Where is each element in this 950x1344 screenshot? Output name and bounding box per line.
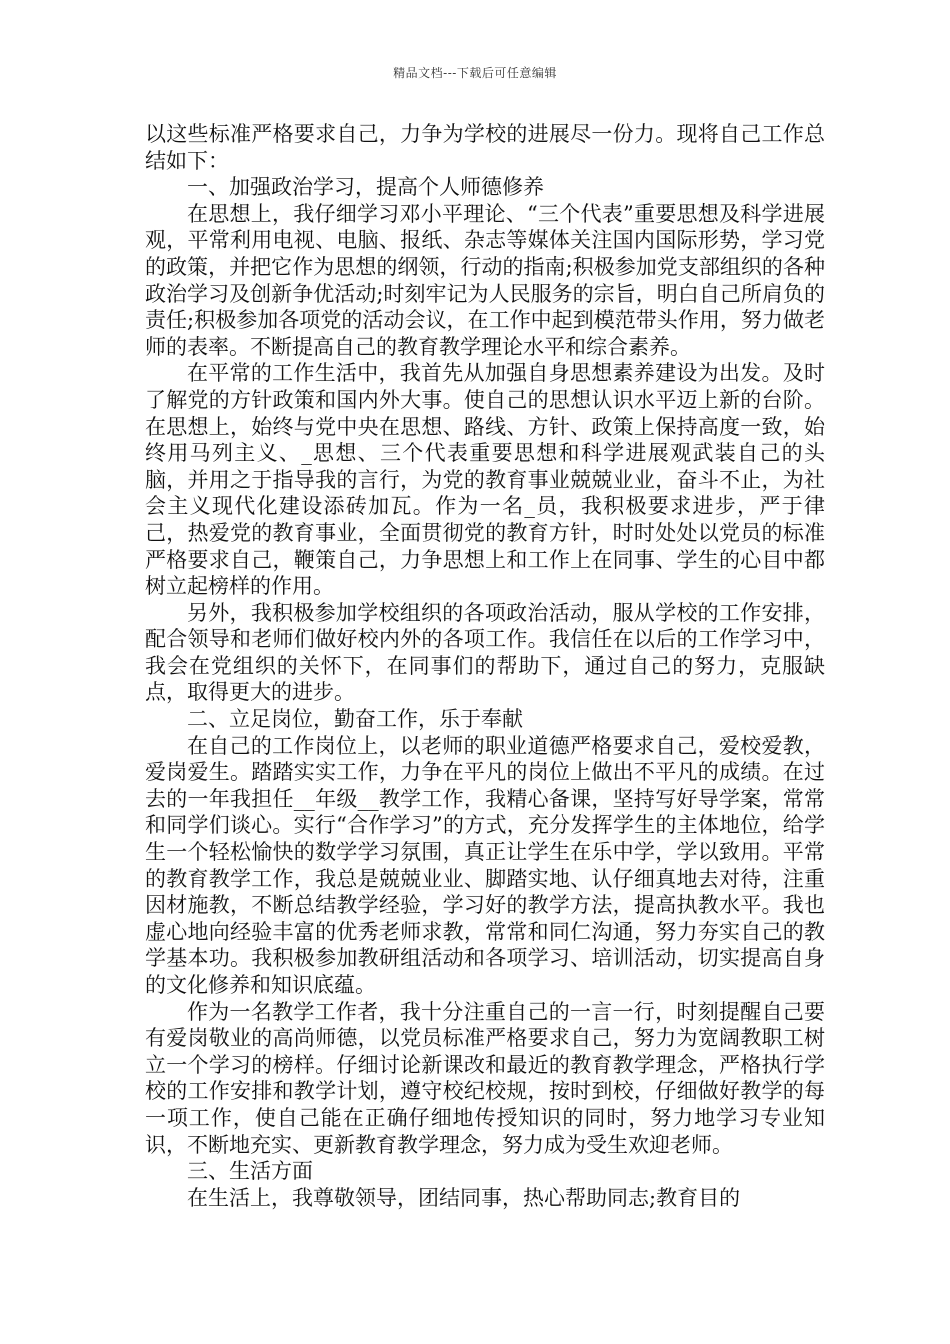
paragraph: 在生活上，我尊敬领导，团结同事，热心帮助同志;教育目的 [187, 1185, 741, 1210]
paragraph: 在平常的工作生活中，我首先从加强自身思想素养建设为出发。及时了解党的方针政策和国内外大事。使自己的思想认识水平迈上新的台阶。在思想上，始终与党中央在思想、路线、方针、政策上保持高度一致，始终用马列主义、_思想、三个代表重要思想和科学进展观武装自己的头脑，并用之于指导我的言行，为党的教育事业兢兢业业，奋斗不止，为社会主义现代化建设添砖加瓦。作为一名_员，我积极要求进步，严于律己，热爱党的教育事业，全面贯彻党的教育方针，时时处处以党员的标准严格要求自己，鞭策自己，力争思想上和工作上在同事、学生的心目中都树立起榜样的作用。 [145, 361, 825, 599]
document-body [145, 121, 825, 1211]
section-heading-2: 二、立足岗位，勤奋工作，乐于奉献 [187, 707, 523, 732]
paragraph: 另外，我积极参加学校组织的各项政治活动，服从学校的工作安排，配合领导和老师们做好校内外的各项工作。我信任在以后的工作学习中，我会在党组织的关怀下，在同事们的帮助下，通过自己的努力，克服缺点，取得更大的进步。 [145, 600, 825, 705]
paragraph-intro: 以这些标准严格要求自己，力争为学校的进展尽一份力。现将自己工作总结如下： [145, 122, 825, 173]
paragraph: 作为一名教学工作者，我十分注重自己的一言一行，时刻提醒自己要有爱岗敬业的高尚师德，以党员标准严格要求自己，努力为宽阔教职工树立一个学习的榜样。仔细讨论新课改和最近的教育教学理念，严格执行学校的工作安排和教学计划，遵守校纪校规，按时到校，仔细做好教学的每一项工作，使自己能在正确仔细地传授知识的同时，努力地学习专业知识，不断地充实、更新教育教学理念，努力成为受生欢迎老师。 [145, 999, 825, 1157]
page-header: 精品文档---下载后可任意编辑 [393, 66, 557, 80]
section-heading-3: 三、生活方面 [187, 1159, 313, 1184]
section-heading-1: 一、加强政治学习，提高个人师德修养 [187, 175, 544, 200]
paragraph: 在自己的工作岗位上，以老师的职业道德严格要求自己，爱校爱教，爱岗爱生。踏踏实实工作，力争在平凡的岗位上做出不平凡的成绩。在过去的一年我担任__年级__教学工作，我精心备课，坚持写好导学案，常常和同学们谈心。实行“合作学习”的方式，充分发挥学生的主体地位，给学生一个轻松愉快的数学学习氛围，真正让学生在乐中学，学以致用。平常的教育教学工作，我总是兢兢业业、脚踏实地、认仔细真地去对待，注重因材施教，不断总结教学经验，学习好的教学方法，提高执教水平。我也虚心地向经验丰富的优秀老师求教，常常和同仁沟通，努力夯实自己的教学基本功。我积极参加教研组活动和各项学习、培训活动，切实提高自身的文化修养和知识底蕴。 [145, 733, 825, 997]
paragraph: 在思想上，我仔细学习邓小平理论、“三个代表”重要思想及科学进展观，平常利用电视、电脑、报纸、杂志等媒体关注国内国际形势，学习党的政策，并把它作为思想的纲领，行动的指南;积极参加党支部组织的各种政治学习及创新争优活动;时刻牢记为人民服务的宗旨，明白自己所肩负的责任;积极参加各项党的活动会议，在工作中起到模范带头作用，努力做老师的表率。不断提高自己的教育教学理论水平和综合素养。 [145, 201, 825, 359]
